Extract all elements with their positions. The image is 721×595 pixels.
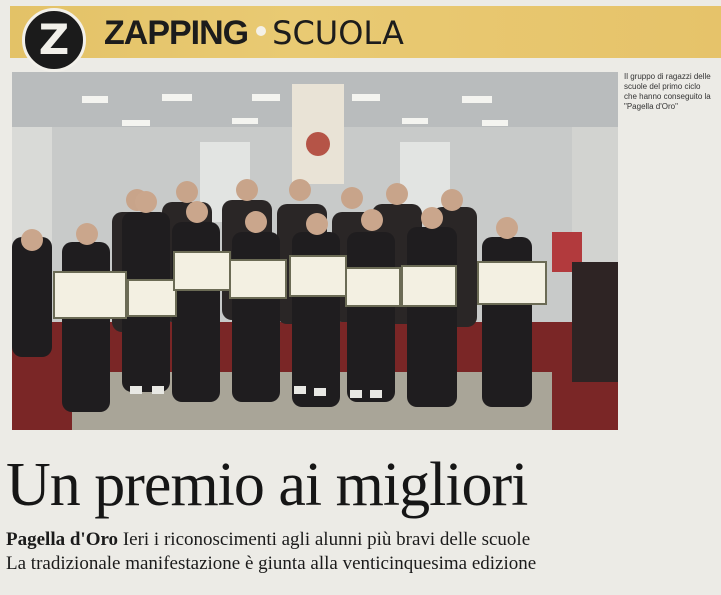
group-photo (12, 72, 618, 430)
separator-dot (256, 26, 266, 36)
article-subhead (6, 528, 721, 576)
section-logo-badge (22, 8, 86, 72)
subhead-line-1 (6, 528, 721, 552)
subsection-name: SCUOLA (272, 14, 404, 52)
article-headline: Un premio ai migliori (6, 451, 528, 519)
group-photo-illustration (12, 72, 618, 430)
section-title (104, 14, 404, 54)
kicker: Pagella d'Oro (6, 529, 119, 550)
section-name: ZAPPING (104, 14, 249, 52)
photo-caption: Il gruppo di ragazzi delle scuole del primo ciclo che hanno conseguito la "Pagella d'Oro" (624, 72, 711, 111)
badge-letter: Z (38, 15, 70, 64)
subhead-line-2: La tradizionale manifestazione è giunta alla venticinquesima edizione (6, 553, 537, 574)
subhead-text-1: Ieri i riconoscimenti agli alunni più bravi delle scuole (122, 529, 531, 550)
